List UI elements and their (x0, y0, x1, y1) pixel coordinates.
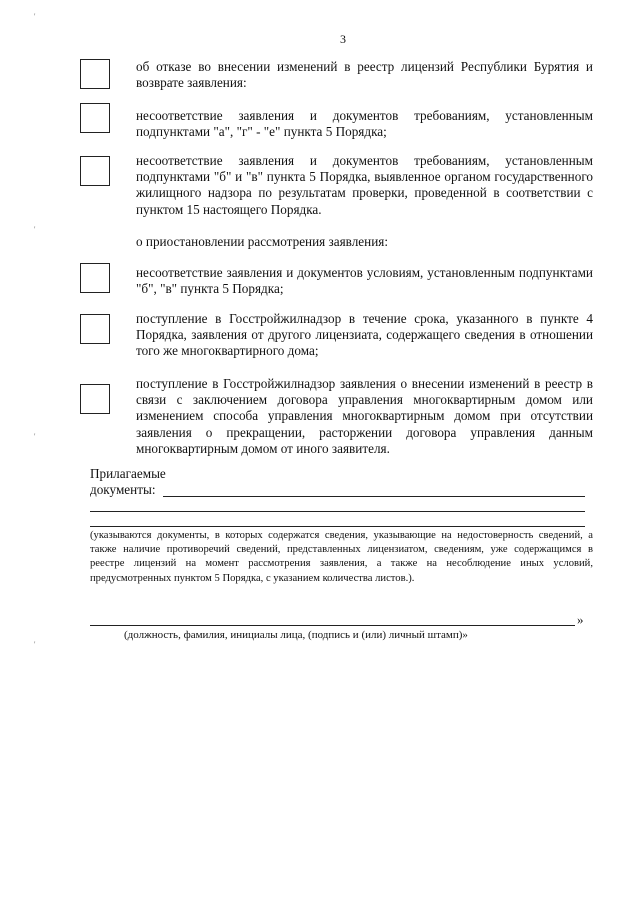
page-number: 3 (340, 32, 346, 46)
margin-mark: ' (34, 12, 36, 21)
option-text: поступление в Госстройжилнадзор заявления о внесении изменений в реестр в связи с заключением договора управления многоквартирным домом или изменением способа управления многоквартирным домом при отсутствии заявления о прекращении, расторжении договора управления данным многоквартирным домом от иного заявителя. (136, 376, 593, 456)
checkbox-other-licensee[interactable] (80, 314, 110, 344)
signature-line[interactable] (90, 625, 575, 626)
option-text: несоответствие заявления и документов требованиям, установленным подпунктами "а", "г" - "е" пункта 5 Порядка; (136, 108, 593, 140)
attachments-note: (указываются документы, в которых содержатся сведения, указывающие на недостоверность сведений, а также наличие противоречий сведений, представленных лицензиатом, сведениям, уже содержащимся в реестре лицензий на момент рассмотрения заявления, а также на несоблюдение иных условий, предусмотренных пунктом 5 Порядка, с указанием количества листов.). (90, 530, 593, 584)
checkbox-refusal[interactable] (80, 59, 110, 89)
checkbox-conditions-b-v[interactable] (80, 263, 110, 293)
signature-caption: (должность, фамилия, инициалы лица, (подпись и (или) личный штамп)» (124, 629, 468, 641)
attachments-input-line[interactable] (163, 496, 585, 497)
closing-quote: » (577, 612, 584, 627)
option-text: поступление в Госстройжилнадзор в течение срока, указанного в пункте 4 Порядка, заявления от другого лицензиата, содержащего сведения в отношении того же многоквартирного дома; (136, 311, 593, 359)
attachments-label-line1: Прилагаемые (90, 466, 166, 481)
attachments-input-line[interactable] (90, 511, 585, 512)
checkbox-management-change[interactable] (80, 384, 110, 414)
suspension-heading: о приостановлении рассмотрения заявления: (136, 234, 388, 249)
margin-mark: ' (34, 225, 36, 234)
option-text: несоответствие заявления и документов требованиям, установленным подпунктами "б" и "в" пункта 5 Порядка, выявленное органом государственного жилищного надзора по результатам проверки, проведенной в соответствии с пунктом 15 настоящего Порядка. (136, 153, 593, 217)
option-text: об отказе во внесении изменений в реестр лицензий Республики Бурятия и возврате заявления: (136, 59, 593, 91)
margin-mark: ' (34, 640, 36, 649)
checkbox-mismatch-b-v-inspection[interactable] (80, 156, 110, 186)
checkbox-mismatch-a-g-e[interactable] (80, 103, 110, 133)
attachments-label-line2: документы: (90, 482, 156, 497)
attachments-label (90, 466, 590, 498)
option-text: несоответствие заявления и документов условиям, установленным подпунктами "б", "в" пункта 5 Порядка; (136, 265, 593, 297)
attachments-input-line[interactable] (90, 526, 585, 527)
margin-mark: ' (34, 432, 36, 441)
